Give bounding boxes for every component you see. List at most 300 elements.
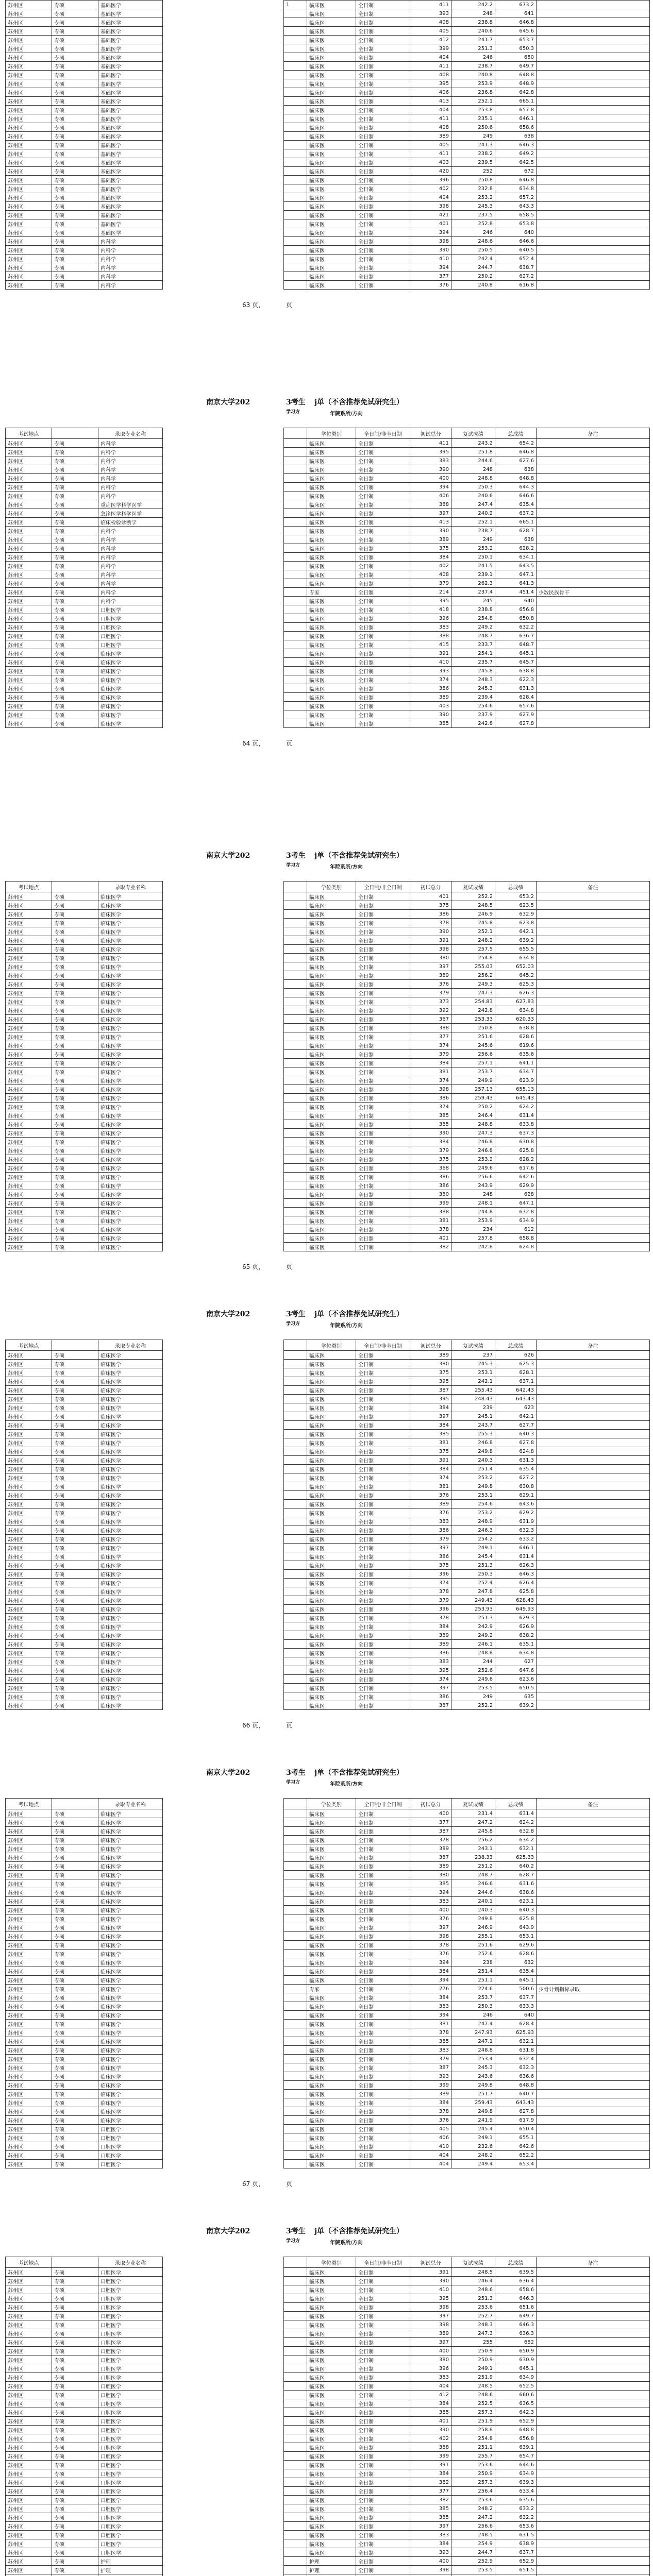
table-cell: 244.7: [451, 263, 495, 272]
table-cell: 全日制: [356, 1164, 410, 1173]
table-cell: 临床医学: [98, 2090, 163, 2098]
table-cell: 240.2: [451, 509, 495, 518]
table-cell: 专硕: [52, 1473, 98, 1482]
table-cell: [537, 2320, 650, 2329]
table-cell: 苏州区: [6, 518, 52, 527]
table-cell: [537, 1614, 650, 1622]
table-cell: 242.8: [451, 1243, 495, 1251]
table-cell: 苏州区: [6, 193, 52, 202]
table-cell: 628: [495, 1190, 537, 1199]
table-row: [284, 936, 650, 945]
table-cell: 基础医学: [98, 1, 163, 9]
table-row: [6, 2347, 163, 2355]
table-cell: 临床医学: [98, 1692, 163, 1701]
table-cell: 665.1: [495, 518, 537, 527]
table-cell: 临床医学: [98, 954, 163, 962]
table-cell: 基础医学: [98, 9, 163, 18]
table-row: [6, 2011, 163, 2020]
table-cell: 专硕: [52, 2268, 98, 2277]
table-row: [6, 2125, 163, 2133]
table-cell: [537, 1631, 650, 1640]
table-cell: 临床医: [307, 1976, 356, 1985]
table-row: [284, 1234, 650, 1243]
table-cell: 临床医: [307, 997, 356, 1006]
table-cell: 386: [410, 684, 451, 693]
table-cell: 379: [410, 579, 451, 588]
table-cell: 专硕: [52, 1164, 98, 1173]
table-cell: 苏州区: [6, 1234, 52, 1243]
table-cell: 406: [410, 492, 451, 500]
table-cell: 临床医: [307, 2125, 356, 2133]
table-row: [284, 2160, 650, 2168]
table-cell: [537, 1888, 650, 1897]
table-cell: 385: [410, 2504, 451, 2513]
table-cell: 专硕: [52, 892, 98, 901]
table-cell: [284, 927, 307, 936]
table-cell: 临床医: [307, 2504, 356, 2513]
table-cell: [537, 2487, 650, 2496]
table-cell: 235.7: [451, 658, 495, 667]
table-cell: [284, 1879, 307, 1888]
table-cell: 苏州区: [6, 2513, 52, 2522]
table-cell: [537, 2037, 650, 2046]
table-cell: 242.4: [451, 255, 495, 263]
table-row: [284, 1544, 650, 1552]
table-cell: [284, 2513, 307, 2522]
table-cell: 全日制: [356, 2002, 410, 2011]
table-row: [284, 997, 650, 1006]
page-footer: 63 页，: [242, 301, 265, 309]
table-cell: 临床医学: [98, 1067, 163, 1076]
table-cell: 245.4: [451, 2125, 495, 2133]
table-row: [284, 1906, 650, 1914]
table-cell: [537, 1386, 650, 1395]
table-cell: 631.3: [495, 684, 537, 693]
table-cell: 口腔医学: [98, 2452, 163, 2461]
table-row: [6, 936, 163, 945]
table-row: [284, 27, 650, 36]
table-cell: 637.7: [495, 2548, 537, 2557]
table-cell: 247.4: [451, 2020, 495, 2028]
table-cell: 396: [410, 1570, 451, 1579]
table-cell: 临床医: [307, 1208, 356, 1216]
table-cell: 苏州区: [6, 1120, 52, 1129]
table-row: [284, 980, 650, 989]
table-cell: 全日制: [356, 62, 410, 71]
table-cell: [284, 1844, 307, 1853]
table-cell: 临床医: [307, 1666, 356, 1675]
table-cell: 全日制: [356, 1006, 410, 1015]
table-cell: 临床医学: [98, 1386, 163, 1395]
table-cell: 临床医学: [98, 1862, 163, 1871]
table-cell: [537, 246, 650, 255]
table-cell: 专硕: [52, 1103, 98, 1111]
table-cell: 635.1: [495, 1640, 537, 1649]
table-cell: 全日制: [356, 2443, 410, 2452]
table-cell: 246.9: [451, 910, 495, 919]
table-row: [6, 1103, 163, 1111]
table-cell: 口腔医学: [98, 614, 163, 623]
table-row: [6, 1500, 163, 1509]
table-cell: 临床医学: [98, 1050, 163, 1059]
table-cell: 627: [495, 1657, 537, 1666]
table-cell: 646.3: [495, 141, 537, 149]
column-header: 学位类别: [307, 1799, 356, 1809]
table-row: [6, 1692, 163, 1701]
table-cell: 苏州区: [6, 1473, 52, 1482]
table-cell: 248: [451, 465, 495, 474]
table-cell: 临床医: [307, 719, 356, 728]
table-cell: 249.8: [451, 1447, 495, 1456]
table-cell: 252.5: [451, 2399, 495, 2408]
table-cell: 专硕: [52, 1067, 98, 1076]
table-row: [6, 553, 163, 562]
table-cell: 临床医学: [98, 702, 163, 710]
table-cell: 全日制: [356, 1032, 410, 1041]
table-cell: 临床医: [307, 1622, 356, 1631]
table-cell: 苏州区: [6, 132, 52, 141]
table-cell: 639.3: [495, 2478, 537, 2487]
table-row: [284, 1950, 650, 1958]
table-row: [284, 2028, 650, 2037]
table-cell: 255.43: [451, 1386, 495, 1395]
table-row: [6, 1932, 163, 1941]
table-cell: 专硕: [52, 1181, 98, 1190]
table-cell: [537, 2020, 650, 2028]
table-cell: 临床医: [307, 2268, 356, 2277]
table-cell: [537, 2347, 650, 2355]
table-cell: 256.4: [451, 2487, 495, 2496]
table-row: [284, 1871, 650, 1879]
table-cell: 257.13: [451, 1085, 495, 1094]
column-header: [284, 882, 307, 892]
table-cell: 389: [410, 132, 451, 141]
table-row: [6, 2268, 163, 2277]
page-footer: 65 页，: [242, 1263, 265, 1270]
page-footer-tail: 页: [286, 740, 293, 747]
table-row: [284, 2531, 650, 2539]
table-cell: [537, 1509, 650, 1517]
table-cell: 苏州区: [6, 2373, 52, 2382]
table-cell: 口腔医学: [98, 2408, 163, 2417]
table-cell: 388: [410, 1024, 451, 1032]
table-cell: 基础医学: [98, 167, 163, 176]
table-cell: 临床医: [307, 910, 356, 919]
table-cell: 239.4: [451, 693, 495, 702]
table-cell: [284, 1076, 307, 1085]
table-cell: 全日制: [356, 2373, 410, 2382]
subtitle-right: 年院系所/方向: [330, 865, 363, 870]
table-cell: 620.33: [495, 1015, 537, 1024]
table-cell: 临床医: [307, 500, 356, 509]
table-cell: 248.3: [451, 2320, 495, 2329]
table-cell: 242.8: [451, 719, 495, 728]
table-cell: 临床医: [307, 962, 356, 971]
table-cell: [284, 1111, 307, 1120]
table-cell: 苏州区: [6, 623, 52, 632]
table-cell: [537, 1666, 650, 1675]
table-cell: 390: [410, 527, 451, 535]
table-cell: [537, 1138, 650, 1146]
table-cell: 临床医: [307, 1465, 356, 1473]
table-cell: 专硕: [52, 36, 98, 44]
column-header: [284, 1340, 307, 1351]
table-cell: 全日制: [356, 2478, 410, 2487]
table-cell: 401: [410, 892, 451, 901]
table-cell: 专硕: [52, 1225, 98, 1234]
column-header: 初试总分: [410, 2257, 451, 2268]
table-cell: 临床医: [307, 2496, 356, 2504]
table-cell: 专硕: [52, 954, 98, 962]
table-cell: 250.2: [451, 272, 495, 281]
column-header: 总成绩: [495, 2257, 537, 2268]
table-cell: 临床医: [307, 456, 356, 465]
table-cell: 临床医: [307, 1164, 356, 1173]
table-row: [6, 1587, 163, 1596]
table-cell: [537, 1164, 650, 1173]
table-cell: 专硕: [52, 1059, 98, 1067]
table-cell: 临床医学: [98, 1412, 163, 1421]
table-cell: 全日制: [356, 2461, 410, 2469]
table-cell: 383: [410, 2046, 451, 2055]
table-cell: 642.6: [495, 1173, 537, 1181]
table-cell: 专硕: [52, 1199, 98, 1208]
table-row: [284, 1138, 650, 1146]
table-cell: 临床医学: [98, 1517, 163, 1526]
table-cell: 391: [410, 2268, 451, 2277]
table-cell: 苏州区: [6, 2268, 52, 2277]
table-cell: 临床医: [307, 9, 356, 18]
table-row: [6, 1456, 163, 1465]
table-cell: 专硕: [52, 1950, 98, 1958]
table-row: [6, 954, 163, 962]
table-cell: 临床医: [307, 1950, 356, 1958]
table-cell: [284, 1360, 307, 1368]
table-cell: 384: [410, 1993, 451, 2002]
table-cell: 244: [451, 1657, 495, 1666]
table-cell: 内科学: [98, 492, 163, 500]
table-cell: 临床医: [307, 2002, 356, 2011]
table-cell: 临床医: [307, 1809, 356, 1818]
table-cell: 临床医学: [98, 1129, 163, 1138]
table-cell: [356, 2574, 410, 2576]
table-cell: 256.2: [451, 1836, 495, 1844]
table-cell: 253.1: [451, 1491, 495, 1500]
table-cell: 专硕: [52, 1675, 98, 1684]
table-cell: 专硕: [52, 2478, 98, 2487]
table-row: [6, 658, 163, 667]
table-cell: 全日制: [356, 614, 410, 623]
table-cell: 基础医学: [98, 18, 163, 27]
table-cell: 专硕: [52, 1, 98, 9]
table-cell: 临床医学: [98, 901, 163, 910]
table-cell: 专硕: [52, 1465, 98, 1473]
table-cell: [537, 2116, 650, 2125]
table-cell: 专硕: [52, 1430, 98, 1438]
table-cell: [537, 1, 650, 9]
table-row: [6, 2557, 163, 2566]
table-cell: 384: [410, 553, 451, 562]
table-row: [284, 79, 650, 88]
table-cell: 622.3: [495, 675, 537, 684]
table-cell: [537, 2160, 650, 2168]
table-cell: 628.7: [495, 527, 537, 535]
table-cell: 临床医学: [98, 1932, 163, 1941]
table-cell: 临床医学: [98, 2081, 163, 2090]
table-cell: 临床医: [307, 1430, 356, 1438]
page-footer-tail: 页: [286, 1722, 293, 1729]
table-cell: 苏州区: [6, 2002, 52, 2011]
table-cell: 苏州区: [6, 1844, 52, 1853]
table-row: [6, 474, 163, 483]
table-cell: 640.5: [495, 246, 537, 255]
table-cell: 口腔医学: [98, 2347, 163, 2355]
table-cell: 内科学: [98, 588, 163, 597]
table-cell: 全日制: [356, 2408, 410, 2417]
table-cell: 全日制: [356, 1360, 410, 1368]
page-block: [0, 1767, 653, 2221]
table-cell: 全日制: [356, 158, 410, 167]
table-row: [6, 719, 163, 728]
table-row: [284, 141, 650, 149]
table-cell: 232.6: [451, 2142, 495, 2151]
table-cell: [284, 1853, 307, 1862]
table-cell: 376: [410, 281, 451, 290]
table-cell: 临床医学: [98, 1640, 163, 1649]
table-cell: [537, 1827, 650, 1836]
table-cell: 255: [451, 2338, 495, 2347]
table-cell: [284, 263, 307, 272]
table-cell: 627.7: [495, 1421, 537, 1430]
table-cell: [284, 255, 307, 263]
table-cell: [537, 263, 650, 272]
table-cell: 379: [410, 1050, 451, 1059]
page-title-code: 3考生: [286, 1310, 306, 1318]
table-cell: 625.93: [495, 2028, 537, 2037]
table-row: [284, 2504, 650, 2513]
table-row: [284, 710, 650, 719]
table-cell: 411: [410, 439, 451, 448]
table-cell: 内科学: [98, 255, 163, 263]
table-cell: 内科学: [98, 272, 163, 281]
table-row: [284, 1412, 650, 1421]
table-cell: [537, 910, 650, 919]
table-row: [284, 2487, 650, 2496]
table-cell: 249.8: [451, 1482, 495, 1491]
table-cell: 专硕: [52, 2002, 98, 2011]
table-cell: 口腔医学: [98, 2487, 163, 2496]
table-row: [6, 1640, 163, 1649]
table-row: [284, 719, 650, 728]
table-cell: 全日制: [356, 710, 410, 719]
table-row: [6, 2320, 163, 2329]
table-cell: 397: [410, 1412, 451, 1421]
table-cell: 253.2: [451, 1473, 495, 1482]
table-cell: 临床医: [307, 2382, 356, 2391]
table-cell: [537, 1129, 650, 1138]
table-cell: 623.6: [495, 1675, 537, 1684]
table-row: [6, 2002, 163, 2011]
table-cell: 临床医: [307, 2373, 356, 2382]
table-cell: [537, 719, 650, 728]
table-cell: 642.8: [495, 88, 537, 97]
table-cell: 苏州区: [6, 1015, 52, 1024]
table-cell: 苏州区: [6, 1958, 52, 1967]
table-cell: 655.5: [495, 945, 537, 954]
table-cell: [537, 219, 650, 228]
table-row: [284, 1827, 650, 1836]
table-cell: 专硕: [52, 2055, 98, 2063]
table-cell: 633.2: [495, 2504, 537, 2513]
table-cell: 253.2: [451, 193, 495, 202]
table-cell: [537, 1958, 650, 1967]
table-cell: 临床医学: [98, 1085, 163, 1094]
table-cell: [284, 211, 307, 219]
table-cell: 404: [410, 2151, 451, 2160]
table-row: [284, 2277, 650, 2285]
table-cell: 苏州区: [6, 228, 52, 237]
table-cell: 临床医: [307, 2531, 356, 2539]
table-cell: [537, 456, 650, 465]
table-cell: 全日制: [356, 1985, 410, 1993]
table-cell: 250.2: [451, 1103, 495, 1111]
table-cell: 口腔医学: [98, 605, 163, 614]
table-cell: [284, 2072, 307, 2081]
table-row: [284, 2469, 650, 2478]
table-cell: 627.8: [495, 1438, 537, 1447]
table-cell: 全日制: [356, 2072, 410, 2081]
table-cell: 248.43: [451, 1395, 495, 1403]
table-cell: 临床医: [307, 27, 356, 36]
table-row: [284, 1923, 650, 1932]
table-cell: 专硕: [52, 88, 98, 97]
table-row: [284, 1657, 650, 1666]
table-cell: [284, 456, 307, 465]
table-cell: 410: [410, 2285, 451, 2294]
table-cell: 381: [410, 1216, 451, 1225]
table-cell: [284, 1181, 307, 1190]
table-cell: 全日制: [356, 1181, 410, 1190]
table-cell: 临床医: [307, 1225, 356, 1234]
table-cell: 苏州区: [6, 1360, 52, 1368]
table-cell: 专硕: [52, 62, 98, 71]
table-cell: 253.4: [451, 2055, 495, 2063]
table-cell: 苏州区: [6, 2355, 52, 2364]
table-cell: 苏州区: [6, 1430, 52, 1438]
table-cell: 专硕: [52, 1412, 98, 1421]
page-block: [0, 850, 653, 1303]
table-cell: 专硕: [52, 1173, 98, 1181]
table-cell: [284, 2312, 307, 2320]
subtitle-right: 年院系所/方向: [330, 1323, 363, 1329]
table-cell: 苏州区: [6, 2417, 52, 2426]
table-cell: 临床医学: [98, 1923, 163, 1932]
table-cell: 苏州区: [6, 1614, 52, 1622]
table-row: [284, 1570, 650, 1579]
table-cell: 653.7: [495, 36, 537, 44]
table-cell: 全日制: [356, 2452, 410, 2461]
table-cell: [537, 1836, 650, 1844]
table-cell: [537, 44, 650, 53]
table-cell: 专硕: [52, 53, 98, 62]
table-cell: [284, 1888, 307, 1897]
table-cell: [284, 1649, 307, 1657]
table-row: [284, 1164, 650, 1173]
table-cell: [284, 2142, 307, 2151]
table-row: [284, 474, 650, 483]
table-cell: [284, 2574, 307, 2576]
table-cell: 248: [451, 9, 495, 18]
